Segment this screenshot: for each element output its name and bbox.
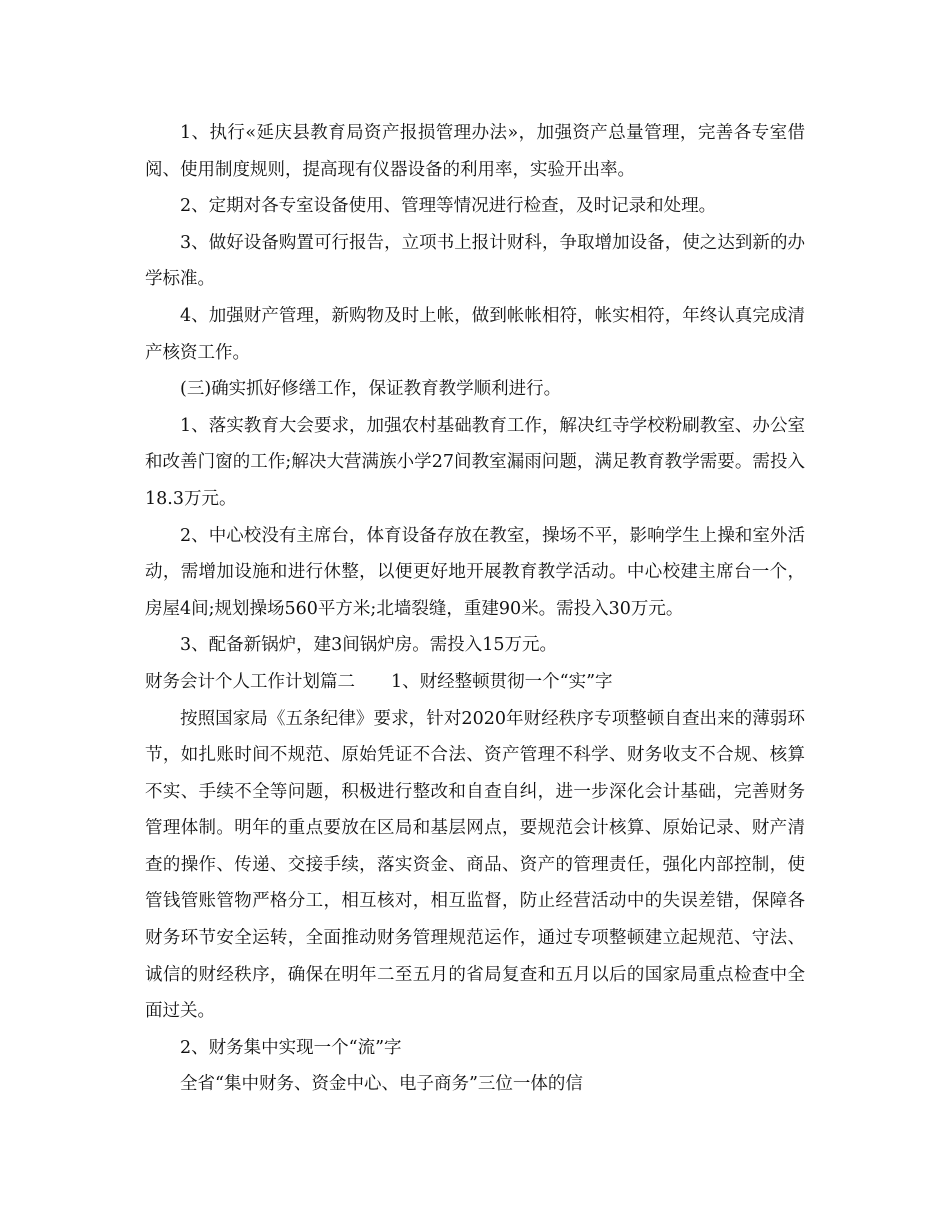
paragraph-equipment-inspection: 2、定期对各专室设备使用、管理等情况进行检查，及时记录和处理。	[180, 196, 717, 217]
paragraph-asset-loss-rules: 1、执行«延庆县教育局资产报损管理办法»，加强资产总量管理，完善各专室借阅、使用制度规则，提高现有仪器设备的利用率，实验开出率。	[145, 123, 805, 180]
section-title: 财务会计个人工作计划篇二	[145, 671, 355, 692]
paragraph-repair-heading: (三)确实抓好修缮工作，保证教育教学顺利进行。	[180, 379, 562, 400]
paragraph-purchase-report: 3、做好设备购置可行报告，立项书上报计财科，争取增加设备，使之达到新的办学标准。	[145, 232, 805, 290]
paragraph-central-school: 2、中心校没有主席台，体育设备存放在教室，操场不平，影响学生上操和室外活动，需增加设施和进行休整，以便更好地开展教育教学活动。中心校建主席台一个，房屋4间;规划操场560平方米;北墙裂缝，重建90米。需投入30万元。	[145, 525, 805, 619]
paragraph-rural-education: 1、落实教育大会要求，加强农村基础教育工作，解决红寺学校粉刷教室、办公室和改善门窗的工作;解决大营满族小学27间教室漏雨问题，满足教育教学需要。需投入18.3万元。	[145, 415, 805, 509]
paragraph-finance-centralization-heading: 2、财务集中实现一个“流”字	[180, 1037, 402, 1058]
section-subtitle: 1、财经整顿贯彻一个“实”字	[391, 671, 613, 692]
section-heading-line	[145, 664, 805, 701]
paragraph-province-integration: 全省“集中财务、资金中心、电子商务”三位一体的信	[180, 1074, 583, 1095]
paragraph-property-management: 4、加强财产管理，新购物及时上帐，做到帐帐相符，帐实相符，年终认真完成清产核资工作。	[145, 305, 805, 363]
document-body	[145, 115, 805, 1103]
paragraph-financial-rectification: 按照国家局《五条纪律》要求，针对2020年财经秩序专项整顿自查出来的薄弱环节，如扎账时间不规范、原始凭证不合法、资产管理不科学、财务收支不合规、核算不实、手续不全等问题，积极进行整改和自查自纠，进一步深化会计基础，完善财务管理体制。明年的重点要放在区局和基层网点，要规范会计核算、原始记录、财产清查的操作、传递、交接手续，落实资金、商品、资产的管理责任，强化内部控制，使管钱管账管物严格分工，相互核对，相互监督，防止经营活动中的失误差错，保障各财务环节安全运转，全面推动财务管理规范运作，通过专项整顿建立起规范、守法、诚信的财经秩序，确保在明年二至五月的省局复查和五月以后的国家局重点检查中全面过关。	[145, 708, 805, 1022]
paragraph-boiler: 3、配备新锅炉，建3间锅炉房。需投入15万元。	[180, 635, 558, 656]
